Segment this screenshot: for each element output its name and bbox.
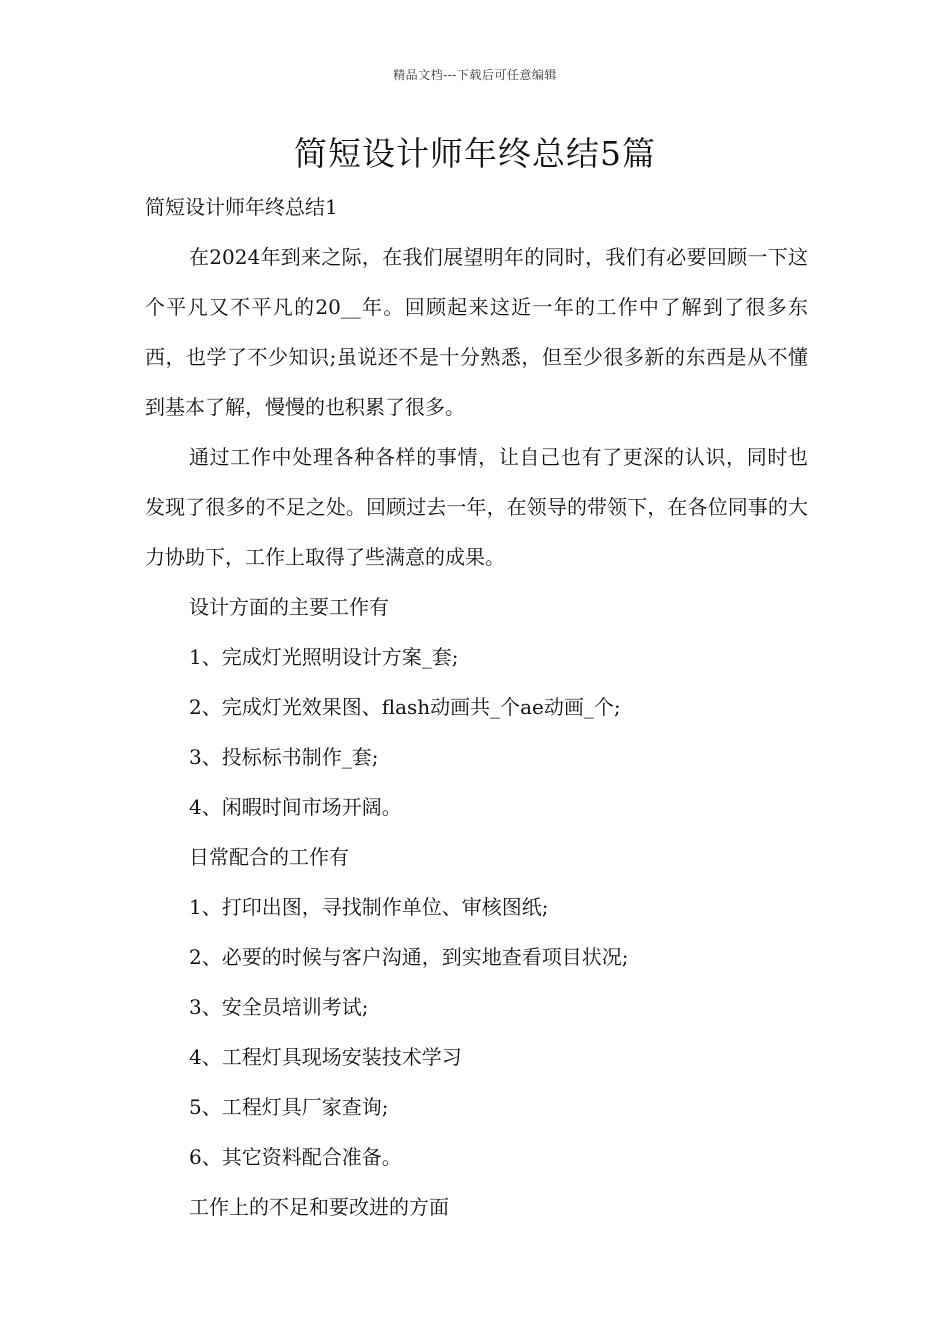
paragraph-intro: 在2024年到来之际，在我们展望明年的同时，我们有必要回顾一下这个平凡又不平凡的20__年。回顾起来这近一年的工作中了解到了很多东西，也学了不少知识;虽说还不是十分熟悉，但至少很多新的东西是从不懂到基本了解，慢慢的也积累了很多。 [145, 245, 808, 419]
design-work-item: 2、完成灯光效果图、flash动画共_个ae动画_个; [189, 695, 621, 719]
daily-work-item: 5、工程灯具厂家查询; [189, 1095, 389, 1119]
document-body [145, 182, 808, 1232]
daily-work-heading: 日常配合的工作有 [189, 845, 349, 869]
design-work-item: 4、闲暇时间市场开阔。 [189, 795, 402, 819]
header-note: 精品文档---下载后可任意编辑 [393, 68, 557, 82]
daily-work-item: 2、必要的时候与客户沟通，到实地查看项目状况; [189, 945, 629, 969]
paragraph-reflection: 通过工作中处理各种各样的事情，让自己也有了更深的认识，同时也发现了很多的不足之处。回顾过去一年，在领导的带领下，在各位同事的大力协助下，工作上取得了些满意的成果。 [145, 445, 808, 569]
section-title: 简短设计师年终总结1 [145, 195, 338, 219]
document-title: 简短设计师年终总结5篇 [294, 134, 656, 173]
design-work-heading: 设计方面的主要工作有 [189, 595, 389, 619]
daily-work-item: 1、打印出图，寻找制作单位、审核图纸; [189, 895, 549, 919]
daily-work-item: 6、其它资料配合准备。 [189, 1145, 402, 1169]
improvement-heading: 工作上的不足和要改进的方面 [189, 1195, 449, 1219]
daily-work-item: 4、工程灯具现场安装技术学习 [189, 1045, 462, 1069]
daily-work-item: 3、安全员培训考试; [189, 995, 369, 1019]
design-work-item: 1、完成灯光照明设计方案_套; [189, 645, 459, 669]
design-work-item: 3、投标标书制作_套; [189, 745, 379, 769]
